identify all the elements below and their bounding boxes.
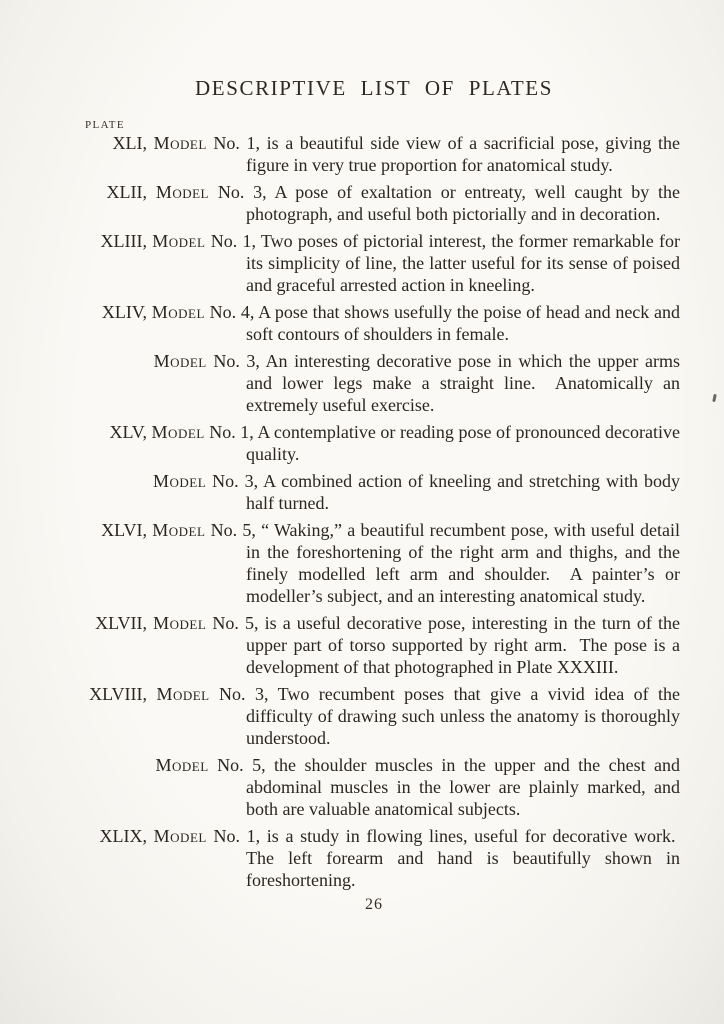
plate-entry — [68, 825, 680, 891]
model-label: Model — [153, 613, 207, 633]
entry-description: Two recumbent poses that give a vivid idea of the difficulty of drawing such unless the anatomy is thoroughly understood. — [246, 684, 681, 748]
entry-description: the shoulder muscles in the upper and the chest and abdominal muscles in the lower are plainly marked, and both are valuable anatomical subjects. — [246, 755, 681, 819]
page-content — [68, 0, 680, 914]
plate-number: XLIV, — [101, 302, 147, 322]
model-number: No. 1, — [209, 422, 254, 442]
model-label: Model — [153, 471, 207, 491]
plate-entry — [68, 519, 680, 607]
model-label: Model — [155, 755, 209, 775]
page-number: 26 — [365, 896, 383, 913]
model-number: No. 5, — [212, 613, 259, 633]
ink-speck — [712, 394, 717, 402]
model-number: No. 4, — [209, 302, 255, 322]
model-label: Model — [153, 826, 207, 846]
model-number: No. 3, — [217, 182, 267, 202]
entry-description: A pose that shows usefully the poise of head and neck and soft contours of shoulders in female. — [246, 302, 681, 344]
plate-number: XLVI, — [101, 520, 147, 540]
plate-number: XLVIII, — [89, 684, 147, 704]
model-label: Model — [153, 351, 207, 371]
plate-number: XLIX, — [99, 826, 147, 846]
entries-list — [68, 132, 680, 891]
entry-description: is a beautiful side view of a sacrificial pose, giving the figure in very true proportion for anatomical study. — [246, 133, 681, 175]
entry-description: is a useful decorative pose, interesting in the turn of the upper part of torso supported by right arm. The pose is a development of that photographed in Plate XXXIII. — [246, 613, 681, 677]
plate-number: XLI, — [112, 133, 147, 153]
plate-number: XLII, — [106, 182, 147, 202]
plate-entry — [68, 181, 680, 225]
model-label: Model — [156, 684, 210, 704]
model-number: No. 3, — [219, 684, 269, 704]
plate-entry — [68, 470, 680, 514]
plate-number: XLVII, — [95, 613, 147, 633]
model-number: No. 3, — [212, 471, 259, 491]
model-number: No. 5, — [217, 755, 266, 775]
entry-description: An interesting decorative pose in which the upper arms and lower legs make a straight line. Anatomically an extremely useful exercise. — [246, 351, 680, 415]
entry-description: Two poses of pictorial interest, the former remarkable for its simplicity of line, the latter useful for its sense of poised and graceful arrested action in kneeling. — [246, 231, 681, 295]
plate-entry — [68, 421, 680, 465]
model-label: Model — [152, 520, 206, 540]
plate-number: XLV, — [109, 422, 147, 442]
plate-entry — [68, 132, 680, 176]
model-label: Model — [151, 302, 205, 322]
plate-entry — [68, 754, 680, 820]
entry-description: A combined action of kneeling and stretching with body half turned. — [246, 471, 681, 513]
model-number: No. 5, — [210, 520, 256, 540]
plate-entry — [68, 230, 680, 296]
model-label: Model — [155, 182, 209, 202]
entry-description: A pose of exaltation or entreaty, well caught by the photograph, and useful both pictorially and in decoration. — [246, 182, 681, 224]
entry-description: “ Waking,” a beautiful recumbent pose, with useful detail in the foreshortening of the right arm and thighs, and the finely modelled left arm and shoulder. A painter’s or modeller’s subject, and an interesting anatomical study. — [246, 520, 681, 606]
page-title: DESCRIPTIVE LIST OF PLATES — [195, 76, 553, 100]
plate-column-header: PLATE — [85, 119, 125, 131]
model-label: Model — [152, 231, 206, 251]
plate-entry — [68, 612, 680, 678]
model-number: No. 1, — [213, 826, 261, 846]
model-number: No. 1, — [210, 231, 256, 251]
model-label: Model — [151, 422, 205, 442]
plate-entry — [68, 683, 680, 749]
entry-description: A contemplative or reading pose of pronounced decorative quality. — [246, 422, 681, 464]
model-number: No. 1, — [213, 133, 260, 153]
model-number: No. 3, — [213, 351, 260, 371]
plate-entry — [68, 301, 680, 345]
plate-entry — [68, 350, 680, 416]
plate-number: XLIII, — [100, 231, 147, 251]
model-label: Model — [153, 133, 207, 153]
entry-description: is a study in flowing lines, useful for decorative work. The left forearm and hand is beautifully shown in foreshortening. — [246, 826, 681, 890]
